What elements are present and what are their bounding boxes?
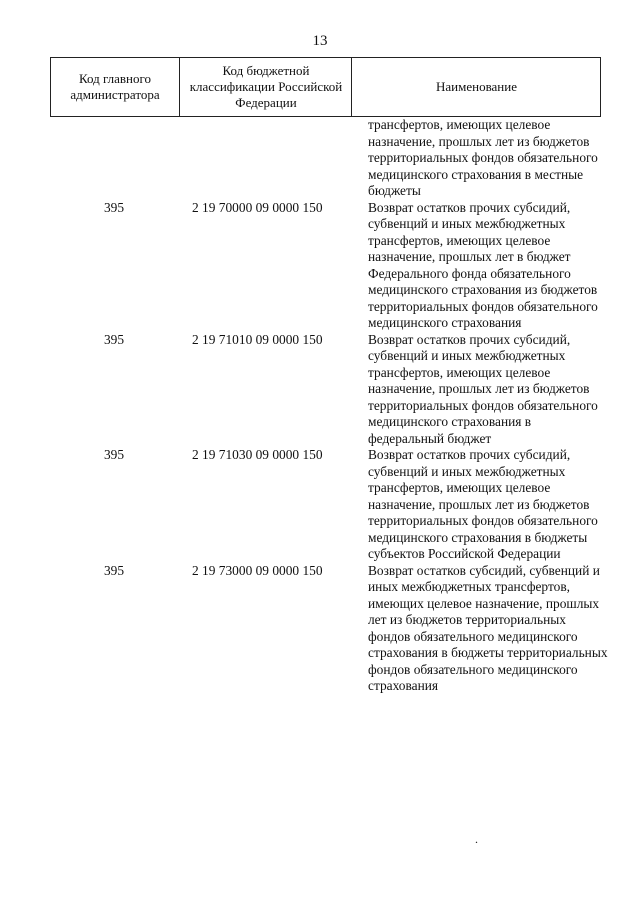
budget-code-cell: 2 19 73000 09 0000 150: [192, 562, 323, 578]
name-cell: Возврат остатков прочих субсидий, субвенций и иных межбюджетных трансфертов, имеющих целевое назначение, прошлых лет из бюджетов территориальных фондов обязательного медицинского страхования в бюджеты субъектов Российской Федерации: [368, 447, 598, 561]
admin-code-cell: 395: [103, 331, 125, 347]
page-number: 13: [312, 33, 328, 49]
table-row: [50, 563, 610, 695]
footer-mark: .: [475, 832, 478, 846]
header-budget-code: Код бюджетной классификации Российской Федерации: [179, 58, 352, 116]
admin-code-cell: 395: [103, 199, 125, 215]
name-cell: Возврат остатков прочих субсидий, субвенций и иных межбюджетных трансфертов, имеющих целевое назначение, прошлых лет из бюджетов территориальных фондов обязательного медицинского страхования в федеральный бюджет: [368, 331, 598, 446]
name-cell: Возврат остатков прочих субсидий, субвенций и иных межбюджетных трансфертов, имеющих целевое назначение, прошлых лет в бюджет Федерального фонда обязательного медицинского страхования из бюджетов территориальных фондов обязательного медицинского страхования: [368, 199, 598, 330]
admin-code-cell: 395: [103, 562, 125, 578]
header-admin-code: Код главного администратора: [70, 71, 160, 102]
admin-code-cell: 395: [103, 447, 125, 462]
table-row: [50, 332, 610, 448]
table-body: [50, 117, 610, 695]
table-row: [50, 447, 610, 563]
budget-code-cell: 2 19 71030 09 0000 150: [192, 447, 323, 462]
name-cell: Возврат остатков субсидий, субвенций и иных межбюджетных трансфертов, имеющих целевое назначение, прошлых лет из бюджетов территориальных фондов обязательного медицинского страхования в бюджеты территориальных фондов обязательного медицинского страхования: [368, 562, 608, 693]
table-row: [50, 200, 610, 332]
budget-code-cell: 2 19 70000 09 0000 150: [192, 199, 323, 215]
budget-code-cell: 2 19 71010 09 0000 150: [192, 331, 323, 347]
table-row: [50, 117, 610, 200]
header-name: Наименование: [351, 58, 601, 116]
continuation-text: трансфертов, имеющих целевое назначение, прошлых лет из бюджетов территориальных фондов обязательного медицинского страхования в местные бюджеты: [368, 117, 598, 198]
table-header: [50, 57, 601, 117]
